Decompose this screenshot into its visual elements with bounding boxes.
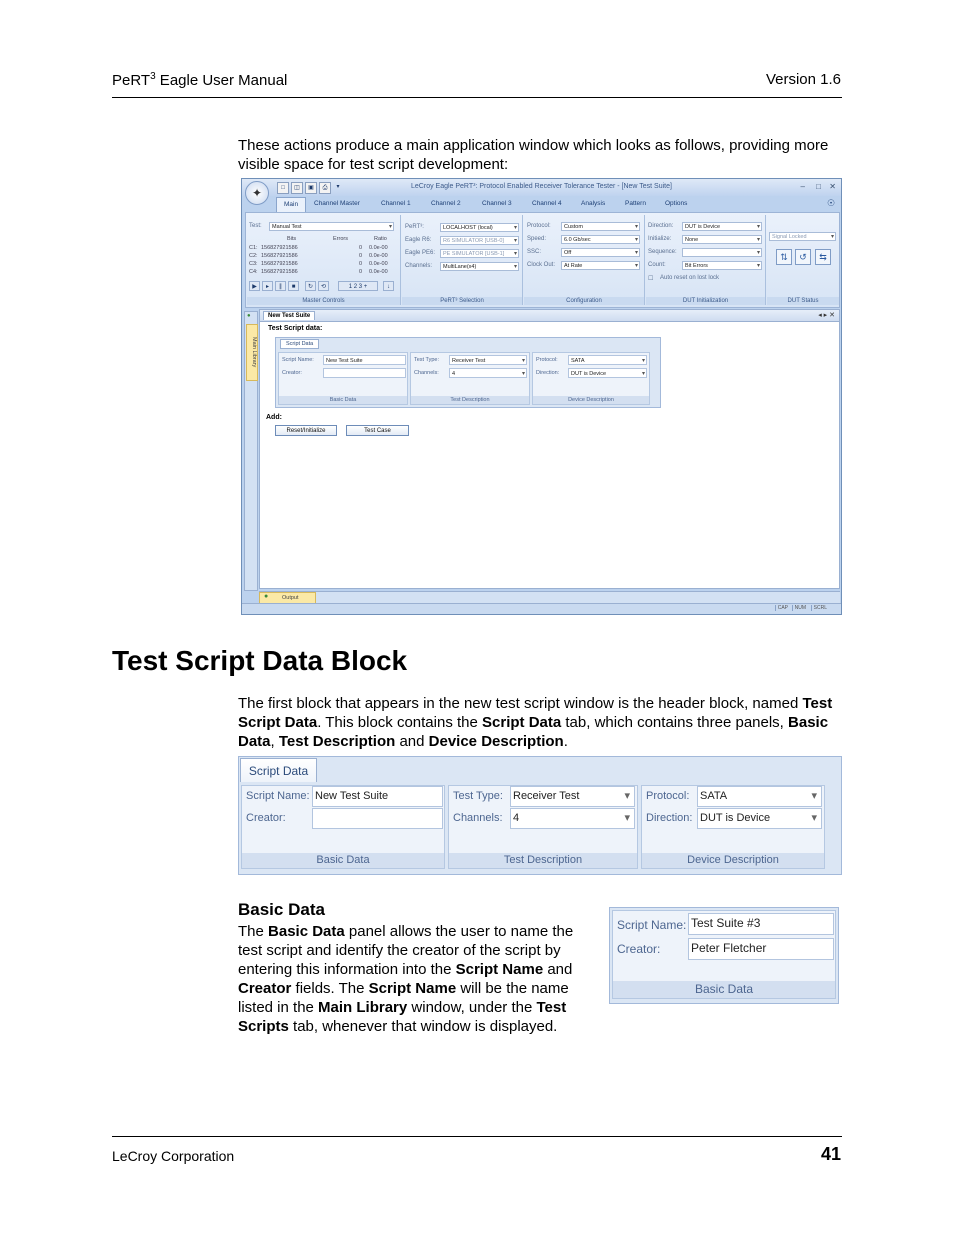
running-header-title: PeRT$^3$ Eagle User Manual <box>112 71 288 89</box>
basic-data-inner <box>612 910 836 999</box>
auto-reset-label: Auto reset on lost lock <box>660 275 720 281</box>
minimize-icon[interactable]: – <box>800 182 805 191</box>
output-bar <box>259 591 840 603</box>
page-number: 41 <box>820 1144 841 1164</box>
channels-select[interactable]: 4 ▾ <box>510 808 635 829</box>
mini-script-data-tab[interactable]: Script Data <box>280 339 319 349</box>
configuration-group: Protocol: Custom ▾ Speed: 6.0 Gb/sec ▾ SSC: Off ▾ Clock Out: At Rate ▾ Configuration <box>524 215 645 305</box>
eagle-logo-icon[interactable]: ✦ <box>245 181 269 205</box>
direction-select[interactable]: DUT is Device ▾ <box>697 808 822 829</box>
status-bar: CAP NUM SCRL <box>242 603 841 614</box>
channels-select[interactable]: MultiLane(x4) ▾ <box>440 262 519 271</box>
arrow-icon[interactable]: ↓ <box>383 281 394 291</box>
help-icon[interactable]: ☉ <box>827 198 836 208</box>
footer-company: LeCroy Corporation <box>112 1148 235 1164</box>
step-icon[interactable]: ▸ <box>262 281 273 291</box>
mini-script-name-field[interactable]: New Test Suite <box>323 355 406 365</box>
creator-label: Creator: <box>246 812 286 824</box>
new-doc-icon[interactable]: □ <box>277 182 289 194</box>
protocol-select[interactable]: Custom ▾ <box>561 222 640 231</box>
stop-icon[interactable]: ■ <box>288 281 299 291</box>
master-controls-group: Test: Manual Test ▾ Bits Errors Ratio C1: 156827921586 0 0.0e-00 C2: 156827921586 0 0.0e-00 C3: 156827921586 0 0.0e-00 C4: 156827921586 0 0.0e-00 ▶ ▸ ∥ ■ ↻ ⟲ 1 2 3 + ↓ Master Controls <box>247 215 401 305</box>
test-description-box <box>448 785 638 869</box>
save-icon[interactable]: ▣ <box>305 182 317 194</box>
close-icon[interactable]: ✕ <box>829 182 836 191</box>
open-icon[interactable]: ◫ <box>291 182 303 194</box>
pause-icon[interactable]: ∥ <box>275 281 286 291</box>
script-data-panel <box>238 756 842 875</box>
reload-icon[interactable]: ↺ <box>795 249 811 265</box>
play-icon[interactable]: ▶ <box>249 281 260 291</box>
basic-data-panel <box>609 907 839 1004</box>
inject-errors-icon[interactable]: 1 2 3 + <box>338 281 378 291</box>
bd-creator-field[interactable]: Peter Fletcher <box>688 938 834 960</box>
mini-script-data-panel <box>275 337 661 408</box>
reset-initialize-button[interactable]: Reset/Initialize <box>275 425 337 436</box>
dut-initialization-group: Direction: DUT is Device ▾ Initialize: None ▾ Sequence: ▾ Count: Bit Errors ▾ ☐ Auto reset on lost lock DUT Initialization <box>646 215 766 305</box>
speed-select[interactable]: 6.0 Gb/sec ▾ <box>561 235 640 244</box>
header-rule <box>112 97 842 98</box>
quick-access-menu-icon[interactable]: ▾ <box>336 184 340 190</box>
tab-main[interactable]: Main <box>276 197 306 212</box>
dut-initialization-caption: DUT Initialization <box>646 297 765 305</box>
count-select[interactable]: Bit Errors ▾ <box>682 261 762 270</box>
mini-device-description-box: Protocol: SATA ▾ Direction: DUT is Device ▾ Device Description <box>532 352 650 405</box>
protocol-select[interactable]: SATA ▾ <box>697 786 822 807</box>
mini-direction-select[interactable]: DUT is Device ▾ <box>568 368 647 378</box>
intro-paragraph: These actions produce a main application window which looks as follows, providing more visible space for test script development: <box>238 137 829 173</box>
sequence-select[interactable] <box>682 248 762 257</box>
reset-icon[interactable]: ⟲ <box>318 281 329 291</box>
initialize-select[interactable]: None ▾ <box>682 235 762 244</box>
bd-creator-label: Creator: <box>617 942 661 956</box>
tab-options[interactable]: Options <box>665 200 688 207</box>
tab-channel-1[interactable]: Channel 1 <box>381 200 411 207</box>
sync-icon[interactable]: ⇅ <box>776 249 792 265</box>
ribbon-tabs <box>242 196 841 212</box>
maximize-icon[interactable]: □ <box>816 182 821 191</box>
configuration-caption: Configuration <box>524 297 644 305</box>
channels-label: Channels: <box>453 812 503 824</box>
tab-channel-master[interactable]: Channel Master <box>314 200 360 207</box>
dut-status-group <box>767 215 839 305</box>
clock-out-select[interactable]: At Rate ▾ <box>561 261 640 270</box>
test-label: Test: <box>249 223 262 229</box>
col-bits: Bits <box>287 236 297 242</box>
running-header-version: Version 1.6 <box>765 71 841 88</box>
pert-selection-group: PeRT³: LOCALHOST (local) ▾ Eagle R6: R6 SIMULATOR [USB-0] ▾ Eagle PE6: PE SIMULATOR [USB-1] ▾ Channels: MultiLane(x4) ▾ PeRT³ Selection <box>402 215 523 305</box>
signal-status-field: Signal Locked ▾ <box>769 232 836 241</box>
col-ratio: Ratio <box>374 236 387 242</box>
test-case-button[interactable]: Test Case <box>346 425 409 436</box>
footer-rule <box>112 1136 842 1137</box>
section-paragraph: The first block that appears in the new test script window is the header block, named Test Script Data. This block contains the Script Data tab, which contains three panels, Basic Data, Test Description and Device Description. <box>238 695 833 750</box>
script-data-tab[interactable]: Script Data <box>240 758 317 782</box>
tab-new-test-suite[interactable]: New Test Suite <box>263 311 315 320</box>
eagle-r6-select[interactable]: R6 SIMULATOR [USB-0] ▾ <box>440 236 519 245</box>
tab-analysis[interactable]: Analysis <box>581 200 606 207</box>
basic-data-paragraph: The Basic Data panel allows the user to name the test script and identify the creator of the script by entering this information into the Script Name and Creator fields. The Script Name will be the name listed in the Main Library window, under the Test Scripts tab, whenever that window is displayed. <box>238 923 574 1035</box>
print-icon[interactable]: ⎙ <box>319 182 331 194</box>
basic-data-box <box>241 785 445 869</box>
ribbon <box>245 212 840 308</box>
script-data-heading: Test Script data: <box>268 325 323 332</box>
device-description-caption: Device Description <box>642 853 824 868</box>
main-library-tab[interactable]: Main Library <box>246 324 258 381</box>
basic-data-caption: Basic Data <box>242 853 444 868</box>
mini-protocol-select[interactable]: SATA ▾ <box>568 355 647 365</box>
swap-icon[interactable]: ⇆ <box>815 249 831 265</box>
device-description-box <box>641 785 825 869</box>
eagle-pe6-select[interactable]: PE SIMULATOR [USB-1] ▾ <box>440 249 519 258</box>
pert-selection-caption: PeRT³ Selection <box>402 297 522 305</box>
mini-channels-select[interactable]: 4 ▾ <box>449 368 527 378</box>
test-suite-document <box>259 309 840 589</box>
tab-channel-3[interactable]: Channel 3 <box>482 200 512 207</box>
bd-caption: Basic Data <box>613 981 835 998</box>
mini-test-description-box: Test Type: Receiver Test ▾ Channels: 4 ▾ Test Description <box>410 352 530 405</box>
pin-icon[interactable]: ● <box>247 313 251 319</box>
app-window-screenshot <box>241 178 842 615</box>
bd-script-name-label: Script Name: <box>617 918 687 932</box>
app-title: LeCroy Eagle PeRT³: Protocol Enabled Receiver Tolerance Tester - [New Test Suite] <box>411 183 672 190</box>
test-select[interactable]: Manual Test ▾ <box>269 222 394 231</box>
refresh-icon[interactable]: ↻ <box>305 281 316 291</box>
tab-pattern[interactable]: Pattern <box>625 200 646 207</box>
mini-creator-field[interactable] <box>323 368 406 378</box>
doc-nav-icons[interactable]: ◂ ▸ ✕ <box>818 312 835 319</box>
mini-basic-data-box: Script Name: New Test Suite Creator: Basic Data <box>278 352 408 405</box>
test-description-caption: Test Description <box>449 853 637 868</box>
dut-status-caption: DUT Status <box>767 297 839 305</box>
main-library-sidebar <box>244 311 258 591</box>
auto-reset-checkbox[interactable]: ☐ <box>648 276 654 282</box>
basic-data-heading: Basic Data <box>238 900 325 919</box>
direction-select[interactable]: DUT is Device ▾ <box>682 222 762 231</box>
app-titlebar <box>242 179 841 200</box>
direction-label: Direction: <box>646 812 693 824</box>
script-name-field[interactable]: New Test Suite <box>312 786 443 807</box>
creator-field[interactable] <box>312 808 443 829</box>
master-controls-caption: Master Controls <box>247 297 400 305</box>
section-title: Test Script Data Block <box>112 645 408 676</box>
tab-channel-2[interactable]: Channel 2 <box>431 200 461 207</box>
test-type-label: Test Type: <box>453 790 503 802</box>
script-name-label: Script Name: <box>246 790 310 802</box>
bd-script-name-field[interactable]: Test Suite #3 <box>688 913 834 935</box>
protocol-label: Protocol: <box>646 790 690 802</box>
document-tab-bar <box>260 310 839 322</box>
pert-select[interactable]: LOCALHOST (local) ▾ <box>440 223 519 232</box>
add-label: Add: <box>266 414 282 421</box>
col-errors: Errors <box>333 236 348 242</box>
test-type-select[interactable]: Receiver Test ▾ <box>510 786 635 807</box>
mini-test-type-select[interactable]: Receiver Test ▾ <box>449 355 527 365</box>
output-pin-icon[interactable]: ● <box>264 593 269 600</box>
ssc-select[interactable]: Off ▾ <box>561 248 640 257</box>
tab-channel-4[interactable]: Channel 4 <box>532 200 562 207</box>
output-tab[interactable]: Output <box>259 592 316 604</box>
